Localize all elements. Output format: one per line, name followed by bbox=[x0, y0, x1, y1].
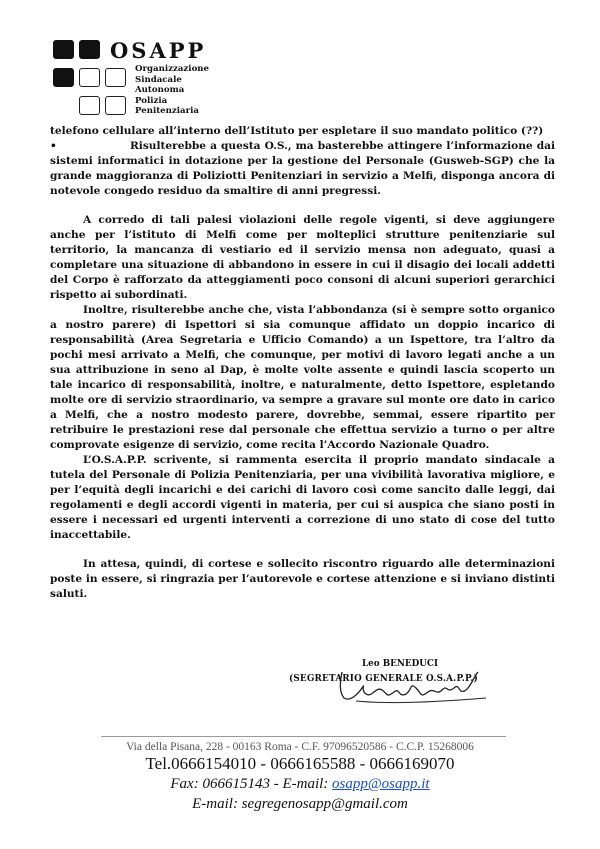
bullet-icon: • bbox=[50, 140, 57, 152]
logo-square bbox=[105, 68, 126, 87]
osapp-logo bbox=[53, 38, 213, 123]
footer-phone: Tel.0666154010 - 0666165588 - 0666169070 bbox=[145, 754, 455, 773]
email-link[interactable]: osapp@osapp.it bbox=[332, 776, 430, 792]
paragraph-gap bbox=[50, 199, 555, 213]
handwritten-signature bbox=[336, 668, 496, 708]
signatory-name: Leo BENEDUCI bbox=[362, 659, 439, 669]
paragraph-bullet: Risulterebbe a questa O.S., ma basterebbe attingere l’informazione dai sistemi informatici in dotazione per la gestione del Personale (Gusweb-SGP) che la grande maggioranza di Poliziotti Penitenziari in servizio a Melfi, disponga ancora di notevole congedo residuo da smaltire di anni pregressi. bbox=[50, 140, 555, 197]
footer-fax: Fax: 066615143 - E-mail: bbox=[170, 776, 333, 792]
logo-square bbox=[53, 40, 74, 59]
org-line: Organizzazione bbox=[135, 64, 210, 74]
signatory-role: (SEGRETARIO GENERALE O.S.A.P.P.) bbox=[289, 674, 479, 684]
logo-square bbox=[79, 68, 100, 87]
paragraph-inoltre: Inoltre, risulterebbe anche che, vista l’abbondanza (si è sempre sotto organico a nostro parere) di Ispettori si sia comunque affidato un doppio incarico di responsabilità (Area Segretaria e Ufficio Comando) a un Ispettore, tra l’altro da pochi mesi arrivato a Melfi, che comunque, per motivi di lavoro legati anche a un sua attribuzione in seno al Dap, è molte volte assente e quindi lascia scoperto un tale incarico di responsabilità, inoltre, e naturalmente, detto Ispettore, espletando molte ore di servizio straordinario, va sempre a gravare sul monte ore dato in carico a Melfi, che a nostro modesto parere, dovrebbe, semmai, essere ripartito per retribuire le prestazioni rese dal personale che effettua servizio a turno o per altre comprovate esigenze di servizio, come recita l’Accordo Nazionale Quadro. bbox=[50, 304, 555, 451]
paragraph-gap bbox=[50, 543, 555, 557]
footer-divider bbox=[101, 736, 506, 737]
org-line: Autonoma bbox=[135, 85, 185, 96]
logo-square bbox=[105, 96, 126, 115]
paragraph-osapp: L’O.S.A.P.P. scrivente, si rammenta esercita il proprio mandato sindacale a tutela del Personale di Polizia Penitenziaria, per una vivibilità lavorativa migliore, e per l’equità degli incarichi e dei carichi di lavoro così come sancito dalle leggi, dai regolamenti e degli accordi vigenti in materia, per cui si auspica che siano posti in essere i necessari ed urgenti interventi a correzione di uno stato di cose del tutto inaccettabile. bbox=[50, 454, 555, 541]
logo-square bbox=[79, 96, 100, 115]
footer-fax-email bbox=[0, 776, 600, 793]
organization-name bbox=[135, 64, 209, 117]
org-line: Sindacale bbox=[135, 74, 182, 85]
org-line: Penitenziaria bbox=[135, 106, 199, 117]
letter-body bbox=[50, 124, 555, 602]
paragraph-continued: telefono cellulare all’interno dell’Istituto per espletare il suo mandato politico (??) bbox=[50, 125, 544, 137]
org-line: Polizia bbox=[135, 95, 168, 106]
logo-square bbox=[79, 40, 100, 59]
footer-address: Via della Pisana, 228 - 00163 Roma - C.F. 97096520586 - C.C.P. 15268006 bbox=[126, 741, 474, 753]
paragraph-corredo: A corredo di tali palesi violazioni delle regole vigenti, si deve aggiungere anche per l’istituto di Melfi come per molteplici strutture penitenziarie sul territorio, la mancanza di vestiario ed il servizio mensa non adeguato, quasi a completare una situazione di abbandono in essere in cui il disagio dei locali addetti del Corpo è rafforzato da atteggiamenti poco consoni di alcuni superiori gerarchici rispetto ai subordinati. bbox=[50, 214, 555, 301]
logo-square bbox=[53, 68, 74, 87]
footer-email-secondary: E-mail: segregenosapp@gmail.com bbox=[192, 796, 408, 812]
brand-name: OSAPP bbox=[110, 38, 207, 63]
paragraph-closing: In attesa, quindi, di cortese e sollecito riscontro riguardo alle determinazioni poste in essere, si ringrazia per l’autorevole e cortese attenzione e si inviano distinti saluti. bbox=[50, 558, 555, 600]
